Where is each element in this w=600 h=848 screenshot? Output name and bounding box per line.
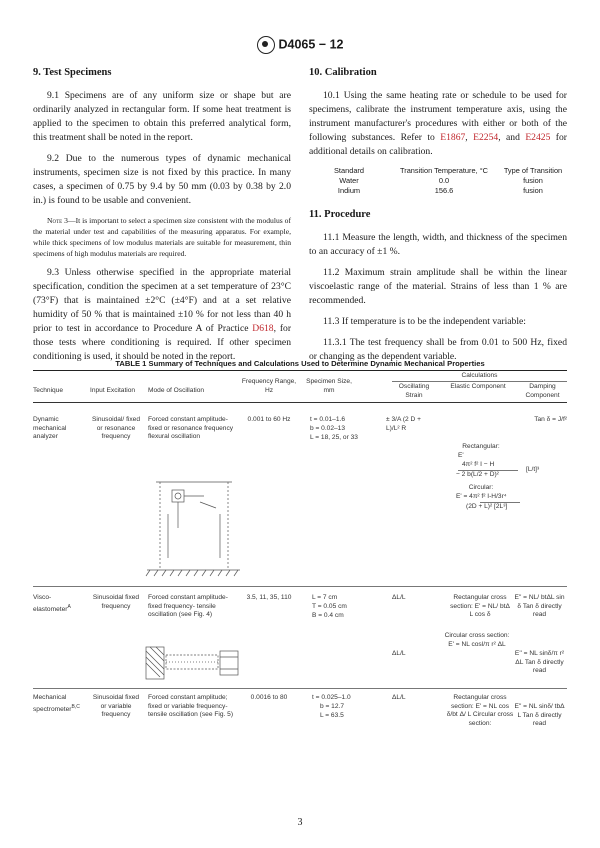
row1-strain: ± 3/A (2 D + L)/L² R <box>386 416 421 432</box>
link-e2425[interactable]: E2425 <box>525 132 551 143</box>
document-header <box>0 36 600 54</box>
row2-elastic-circ: Circular cross section: E' = NL cosl/π r² ΔL <box>444 632 510 648</box>
row3-input: Sinusoidal fixed or variable frequency <box>92 694 140 719</box>
calib-cell: fusion <box>523 186 543 195</box>
viscoelastometer-schematic-figure <box>144 645 244 683</box>
calib-cell: Water <box>339 176 359 185</box>
row2-strain-rect: ΔL/L <box>392 594 406 601</box>
para-9-3: 9.3 Unless otherwise specified in the appropriate material specification, condition the specimen at a set temperature of 23°C (73°F) that is maintained ±2°C (±4°F) and at a set relative humidity of 50 % that is maintained ±10 % for not less than 40 h prior to test in accordance to Procedure A of Practice D618, for those tests where conditioning is required. If other specimen conditioning is used, it should be noted in the report. <box>33 267 292 362</box>
calibration-table <box>309 166 567 196</box>
link-e2254[interactable]: E2254 <box>473 132 499 143</box>
table-title: TABLE 1 Summary of Techniques and Calculations Used to Determine Dynamic Mechanical Properties <box>115 359 485 368</box>
para-9-2: 9.2 Due to the numerous types of dynamic mechanical instruments, specimen size is not fixed by this practice. In many cases, a specimen of 0.75 by 9.4 by 50 mm (0.03 by 0.38 by 2.0 in.) is found to be usable and convenient. <box>33 153 291 206</box>
row1-elastic-circ-formula: E' = 4π² f² I-H/3r⁴ <box>456 493 507 500</box>
col-header-frequency: Frequency Range, Hz <box>241 378 297 394</box>
calib-header: Standard <box>334 166 364 175</box>
row1-elastic-circ-label: Circular: <box>468 484 494 491</box>
row1-size-b: b = 0.02–13 <box>310 425 346 432</box>
link-e1867[interactable]: E1867 <box>440 132 466 143</box>
row2-frequency: 3.5, 11, 35, 110 <box>246 594 292 601</box>
col-header-damping: Damping Component <box>525 383 560 399</box>
left-column <box>33 66 291 371</box>
right-column <box>309 66 567 371</box>
row2-mode: Forced constant amplitude- fixed frequency- tensile oscillation (see Fig. 4) <box>148 594 228 619</box>
row1-damping: Tan δ = J/f² <box>534 416 567 423</box>
para-11-3: 11.3 If temperature is to be the independent variable: <box>323 316 526 327</box>
row1-input: Sinusoidal/ fixed or resonance frequency <box>91 416 141 441</box>
col-header-size: Specimen Size, mm <box>306 378 352 394</box>
row1-size-t: t = 0.01–1.6 <box>310 416 346 423</box>
col-header-input: Input Excitation <box>90 387 136 394</box>
row2-size-b: B = 0.4 cm <box>312 612 344 619</box>
row3-size-t: t = 0.025–1.0 <box>312 694 351 701</box>
row2-elastic-rect: Rectangular cross section: E' = NL/ btΔ L cos δ <box>450 594 510 619</box>
row2-damping-circ: E'' = NL sinδ/π r² ΔL Tan δ directly read <box>514 650 565 675</box>
row3-size-l: L = 63.5 <box>320 712 344 719</box>
col-header-mode: Mode of Oscillation <box>148 387 205 394</box>
row3-mode: Forced constant amplitude; fixed or variable frequency-tensile oscillation (see Fig. 5) <box>148 694 234 719</box>
row2-rule <box>33 688 567 689</box>
page-number: 3 <box>297 817 303 828</box>
dma-schematic-figure <box>142 468 246 582</box>
row2-size-t: T = 0.05 cm <box>312 603 347 610</box>
row1-size-l: L = 18, 25, or 33 <box>310 434 358 441</box>
calib-header: Type of Transition <box>503 166 563 175</box>
row1-elastic-circ-den: (2D + L)² [2L³] <box>466 503 508 510</box>
calib-cell: fusion <box>523 176 543 185</box>
calib-cell: Indium <box>337 186 361 195</box>
row2-size-l: L = 7 cm <box>312 594 338 601</box>
para-11-1: 11.1 Measure the length, width, and thickness of the specimen to an accuracy of ±1 %. <box>309 232 567 257</box>
para-10-1: 10.1 Using the same heating rate or schedule to be used for specimens, calibrate the instrument temperature axis, using the instrument manufacturer's procedures with either or both of the following substances. Refer to E1867, E2254, and E2425 for additional details on calibration. <box>309 90 567 157</box>
calib-cell: 0.0 <box>438 176 450 185</box>
calib-header: Transition Temperature, °C <box>400 166 488 175</box>
row1-elastic-rect-label: Rectangular: <box>462 443 500 450</box>
table-top-rule <box>33 370 567 371</box>
row3-elastic: Rectangular cross section: E' = NL cos δ/bt Δ/ L Circular cross section: <box>446 694 514 727</box>
row3-strain: ΔL/L <box>392 694 406 701</box>
designation: D4065 − 12 <box>278 37 344 52</box>
para-11-3-1: 11.3.1 The test frequency shall be from 0.01 to 500 Hz, fixed or changing as the dependent variable. <box>309 337 567 362</box>
section-9-heading: 9. Test Specimens <box>33 67 112 78</box>
section-11-heading: 11. Procedure <box>309 209 371 220</box>
row1-elastic-numerator: 4π² f² I − H <box>462 461 495 468</box>
para-11-2: 11.2 Maximum strain amplitude shall be within the linear viscoelastic range of the material. Strains of less than 1 % are recommended. <box>309 267 567 306</box>
row1-mode: Forced constant amplitude- fixed or resonance frequency flexural oscillation <box>148 416 234 441</box>
row1-elastic-exponent: [L/t]³ <box>526 466 540 473</box>
row2-technique: Visco- elastometer$^A$ <box>33 594 71 613</box>
row3-size-b: b = 12.7 <box>320 703 345 710</box>
calc-group-rule <box>392 381 567 382</box>
header-rule <box>33 402 567 403</box>
row1-frequency: 0.001 to 60 Hz <box>247 416 291 423</box>
row2-input: Sinusoidal fixed frequency <box>92 594 140 610</box>
calib-cell: 156.6 <box>434 186 454 195</box>
note-3: Note 3—It is important to select a specimen size consistent with the modulus of the material under test and capabilities of the measuring apparatus. For example, while thick specimens of low modulus materials are suitable for measurement, thin specimens of high modulus materials are required. <box>33 216 291 258</box>
row1-technique: Dynamic mechanical analyzer <box>33 416 67 441</box>
row1-rule <box>33 586 567 587</box>
row1-elastic-eprime: E' <box>458 452 464 459</box>
row3-damping: E'' = NL sinδ/ tbΔ L Tan δ directly read <box>514 703 565 728</box>
row3-frequency: 0.0016 to 80 <box>250 694 288 701</box>
link-d618[interactable]: D618 <box>252 323 274 334</box>
section-10-heading: 10. Calibration <box>309 67 377 78</box>
row2-damping-rect: E'' = NL/ btΔL sin δ Tan δ directly read <box>514 594 565 619</box>
row3-technique: Mechanical spectrometer$^{B,C}$ <box>33 694 80 713</box>
col-header-technique: Technique <box>33 387 64 394</box>
row1-elastic-denominator: − 2 b(L/2 + D)² <box>456 471 499 478</box>
calculations-group-header: Calculations <box>461 372 498 379</box>
para-9-1: 9.1 Specimens are of any uniform size or shape but are ordinarily analyzed in rectangular form. If some heat treatment is applied to the specimen to obtain this preferred analytical form, this treatment shall be noted in the report. <box>33 90 291 143</box>
col-header-elastic: Elastic Component <box>450 383 506 390</box>
row2-strain-circ: ΔL/L <box>392 650 406 657</box>
col-header-strain: Oscillating Strain <box>398 383 430 399</box>
astm-logo-icon <box>257 36 275 54</box>
